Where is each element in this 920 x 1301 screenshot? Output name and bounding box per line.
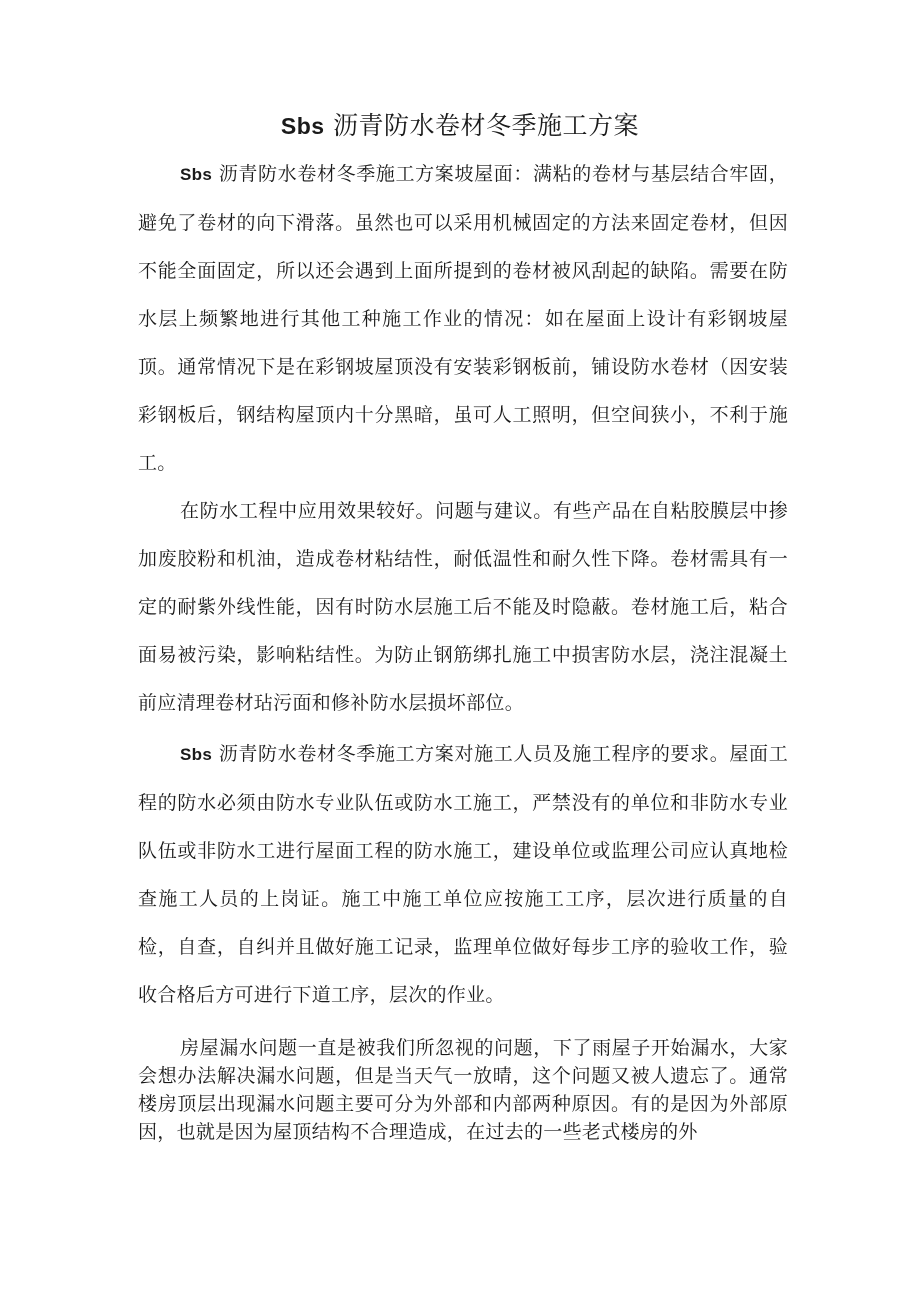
paragraph-1-text: 沥青防水卷材冬季施工方案坡屋面：满粘的卷材与基层结合牢固，避免了卷材的向下滑落。虽然也可以采用机械固定的方法来固定卷材，但因不能全面固定，所以还会遇到上面所提到的卷材被风刮起的缺陷。需要在防水层上频繁地进行其他工种施工作业的情况：如在屋面上设计有彩钢坡屋顶。通常情况下是在彩钢坡屋顶没有安装彩钢板前，铺设防水卷材（因安装彩钢板后，钢结构屋顶内十分黑暗，虽可人工照明，但空间狭小，不利于施工。 (138, 163, 788, 474)
paragraph-2-text: 在防水工程中应用效果较好。问题与建议。有些产品在自粘胶膜层中掺加废胶粉和机油，造成卷材粘结性，耐低温性和耐久性下降。卷材需具有一定的耐紫外线性能，因有时防水层施工后不能及时隐蔽。卷材施工后，粘合面易被污染，影响粘结性。为防止钢筋绑扎施工中损害防水层，浇注混凝土前应清理卷材玷污面和修补防水层损坏部位。 (138, 500, 788, 714)
title-text: 沥青防水卷材冬季施工方案 (324, 111, 640, 140)
paragraph-1 (138, 150, 788, 487)
paragraph-3 (138, 730, 788, 1019)
paragraph-1-prefix: Sbs (180, 165, 213, 184)
paragraph-2 (138, 487, 788, 727)
title-prefix: Sbs (280, 113, 325, 139)
paragraph-4-text: 房屋漏水问题一直是被我们所忽视的问题，下了雨屋子开始漏水，大家会想办法解决漏水问题，但是当天气一放晴，这个问题又被人遗忘了。通常楼房顶层出现漏水问题主要可分为外部和内部两种原因。有的是因为外部原因，也就是因为屋顶结构不合理造成，在过去的一些老式楼房的外 (138, 1037, 788, 1143)
paragraph-3-text: 沥青防水卷材冬季施工方案对施工人员及施工程序的要求。屋面工程的防水必须由防水专业队伍或防水工施工，严禁没有的单位和非防水专业队伍或非防水工进行屋面工程的防水施工，建设单位或监理公司应认真地检查施工人员的上岗证。施工中施工单位应按施工工序，层次进行质量的自检，自查，自纠并且做好施工记录，监理单位做好每步工序的验收工作，验收合格后方可进行下道工序，层次的作业。 (138, 743, 788, 1006)
paragraph-3-prefix: Sbs (180, 745, 213, 764)
paragraph-4 (138, 1034, 788, 1146)
document-title (0, 108, 920, 144)
